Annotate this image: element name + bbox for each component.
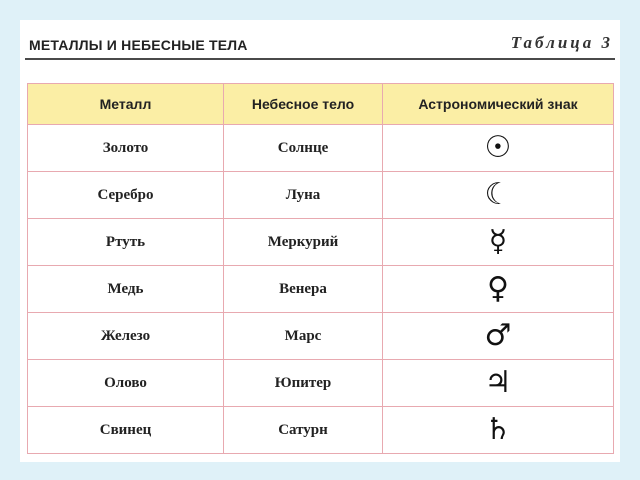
table-number-label: Таблица 3 bbox=[510, 33, 613, 52]
column-header-metal: Металл bbox=[28, 84, 224, 125]
table-row bbox=[28, 360, 614, 407]
celestial-body-cell: Меркурий bbox=[224, 219, 383, 266]
table-row bbox=[28, 219, 614, 266]
metal-cell: Олово bbox=[28, 360, 224, 407]
table-header-row bbox=[28, 84, 614, 125]
table-row bbox=[28, 266, 614, 313]
metal-cell: Железо bbox=[28, 313, 224, 360]
metal-cell: Серебро bbox=[28, 172, 224, 219]
metals-table bbox=[27, 83, 614, 454]
column-header-astronomical-sign: Астрономический знак bbox=[383, 84, 614, 125]
table-row bbox=[28, 172, 614, 219]
celestial-body-cell: Венера bbox=[224, 266, 383, 313]
mercury-symbol-icon: ☿ bbox=[383, 219, 614, 266]
metal-cell: Ртуть bbox=[28, 219, 224, 266]
metal-cell: Золото bbox=[28, 125, 224, 172]
mars-symbol-icon: ♂ bbox=[383, 313, 614, 360]
celestial-body-cell: Юпитер bbox=[224, 360, 383, 407]
table-title: МЕТАЛЛЫ И НЕБЕСНЫЕ ТЕЛА bbox=[29, 37, 248, 53]
celestial-body-cell: Сатурн bbox=[224, 407, 383, 454]
metal-cell: Свинец bbox=[28, 407, 224, 454]
table-row bbox=[28, 313, 614, 360]
table-row bbox=[28, 125, 614, 172]
sun-symbol-icon: ☉ bbox=[383, 125, 614, 172]
celestial-body-cell: Луна bbox=[224, 172, 383, 219]
venus-symbol-icon: ♀ bbox=[383, 266, 614, 313]
document-sheet bbox=[20, 20, 620, 462]
table-row bbox=[28, 407, 614, 454]
table-header-bar bbox=[25, 28, 615, 60]
celestial-body-cell: Солнце bbox=[224, 125, 383, 172]
jupiter-symbol-icon: ♃ bbox=[383, 360, 614, 407]
saturn-symbol-icon: ♄ bbox=[383, 407, 614, 454]
moon-symbol-icon: ☾ bbox=[383, 172, 614, 219]
column-header-celestial-body: Небесное тело bbox=[224, 84, 383, 125]
celestial-body-cell: Марс bbox=[224, 313, 383, 360]
metal-cell: Медь bbox=[28, 266, 224, 313]
